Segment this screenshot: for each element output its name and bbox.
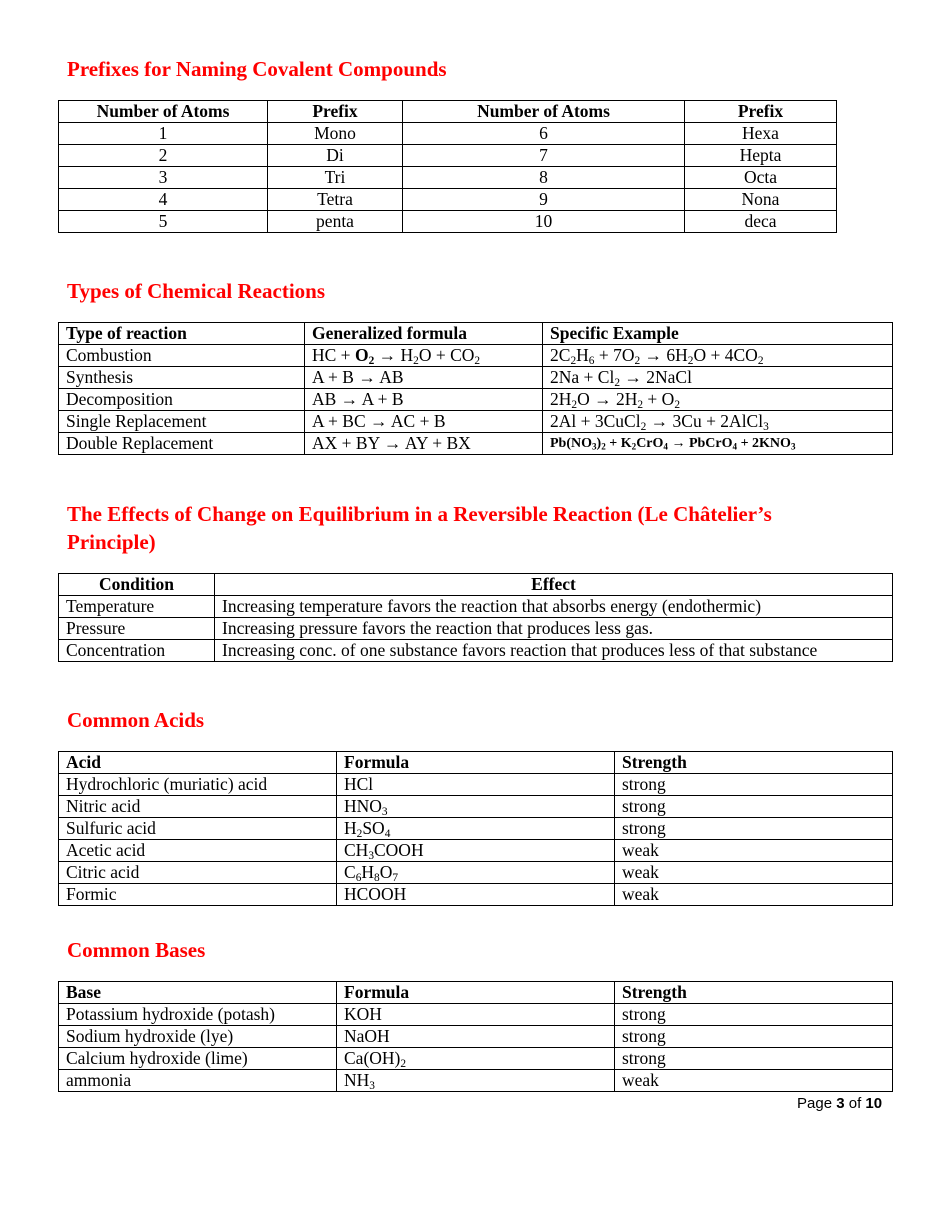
table-cell: HC + $O_2 \to H_2O + CO_2$ (305, 345, 543, 367)
column-header: Base (59, 982, 337, 1004)
table-cell: KOH (337, 1004, 615, 1026)
table-row (59, 862, 893, 884)
column-header: Condition (59, 574, 215, 596)
table-row (59, 433, 893, 455)
table-row (59, 367, 893, 389)
table-cell: strong (615, 796, 893, 818)
table-row (59, 167, 837, 189)
table-cell: Single Replacement (59, 411, 305, 433)
reactions-header-row (59, 323, 893, 345)
table-cell: Citric acid (59, 862, 337, 884)
table-cell: 1 (59, 123, 268, 145)
heading-equilibrium-line1: The Effects of Change on Equilibrium in a Reversible Reaction (Le Châtelier’s (67, 502, 772, 526)
heading-equilibrium-line2: Principle) (67, 530, 156, 554)
table-row (59, 596, 893, 618)
table-cell: Hexa (685, 123, 837, 145)
table-row (59, 640, 893, 662)
table-cell: Tetra (268, 189, 403, 211)
table-cell: $CH_3COOH$ (337, 840, 615, 862)
column-header: Strength (615, 982, 893, 1004)
table-cell: Increasing pressure favors the reaction that produces less gas. (215, 618, 893, 640)
table-cell: weak (615, 884, 893, 906)
heading-reactions: Types of Chemical Reactions (67, 279, 325, 303)
table-cell: Temperature (59, 596, 215, 618)
footer-page-number: 3 (836, 1095, 845, 1112)
table-cell: 6 (403, 123, 685, 145)
table-cell: weak (615, 1070, 893, 1092)
table-cell: $C_6H_8O_7$ (337, 862, 615, 884)
table-cell: Pressure (59, 618, 215, 640)
table-cell: AB → A + B (305, 389, 543, 411)
table-cell: $H_2SO_4$ (337, 818, 615, 840)
table-cell: Tri (268, 167, 403, 189)
table-cell: $2H_2O \to 2H_2 + O_2$ (543, 389, 893, 411)
table-cell: HCOOH (337, 884, 615, 906)
table-cell: Concentration (59, 640, 215, 662)
table-cell: strong (615, 1004, 893, 1026)
table-row (59, 796, 893, 818)
table-cell: 9 (403, 189, 685, 211)
table-cell: NaOH (337, 1026, 615, 1048)
prefixes-header-row (59, 101, 837, 123)
footer-page-word: Page (797, 1095, 833, 1112)
table-cell: Nitric acid (59, 796, 337, 818)
table-cell: Nona (685, 189, 837, 211)
equilibrium-table (58, 573, 893, 662)
table-cell: Decomposition (59, 389, 305, 411)
table-cell: deca (685, 211, 837, 233)
table-cell: $2Na + Cl_2$ → 2NaCl (543, 367, 893, 389)
table-row (59, 345, 893, 367)
table-cell: weak (615, 840, 893, 862)
table-cell: Increasing conc. of one substance favors reaction that produces less of that substance (215, 640, 893, 662)
table-row (59, 840, 893, 862)
reactions-table (58, 322, 893, 455)
table-cell: 7 (403, 145, 685, 167)
prefixes-table (58, 100, 837, 233)
table-cell: strong (615, 1048, 893, 1070)
table-cell: 10 (403, 211, 685, 233)
table-row (59, 189, 837, 211)
table-cell: Sulfuric acid (59, 818, 337, 840)
table-cell: A + B → AB (305, 367, 543, 389)
column-header: Specific Example (543, 323, 893, 345)
table-cell: Calcium hydroxide (lime) (59, 1048, 337, 1070)
column-header: Formula (337, 982, 615, 1004)
table-cell: Combustion (59, 345, 305, 367)
heading-prefixes: Prefixes for Naming Covalent Compounds (67, 57, 447, 81)
table-cell: strong (615, 818, 893, 840)
table-row (59, 145, 837, 167)
table-cell: $NH_3$ (337, 1070, 615, 1092)
table-row (59, 1026, 893, 1048)
table-cell: 5 (59, 211, 268, 233)
table-cell: Sodium hydroxide (lye) (59, 1026, 337, 1048)
table-cell: Octa (685, 167, 837, 189)
table-cell: HCl (337, 774, 615, 796)
footer-of-word: of (848, 1095, 862, 1112)
table-cell: weak (615, 862, 893, 884)
table-row (59, 818, 893, 840)
table-cell: $Ca(OH)_2$ (337, 1048, 615, 1070)
acids-table (58, 751, 893, 906)
table-cell: 3 (59, 167, 268, 189)
table-row (59, 1048, 893, 1070)
table-cell: Formic (59, 884, 337, 906)
column-header: Prefix (685, 101, 837, 123)
table-cell: A + BC → AC + B (305, 411, 543, 433)
bases-table (58, 981, 893, 1092)
table-row (59, 211, 837, 233)
table-row (59, 884, 893, 906)
table-cell: Di (268, 145, 403, 167)
column-header: Number of Atoms (403, 101, 685, 123)
footer-total-pages: 10 (865, 1095, 883, 1112)
table-cell: $2C_2H_6 + 7O_2 \to 6H_2O + 4CO_2$ (543, 345, 893, 367)
column-header: Strength (615, 752, 893, 774)
table-row (59, 389, 893, 411)
table-row (59, 1004, 893, 1026)
table-row (59, 1070, 893, 1092)
table-cell: Increasing temperature favors the reaction that absorbs energy (endothermic) (215, 596, 893, 618)
table-row (59, 411, 893, 433)
column-header: Effect (215, 574, 893, 596)
table-cell: penta (268, 211, 403, 233)
table-cell: Synthesis (59, 367, 305, 389)
table-row (59, 774, 893, 796)
table-cell: $HNO_3$ (337, 796, 615, 818)
column-header: Formula (337, 752, 615, 774)
table-cell: 2Al + 3CuCl$_2$ → 3Cu + 2AlCl$_3$ (543, 411, 893, 433)
table-cell: strong (615, 774, 893, 796)
column-header: Prefix (268, 101, 403, 123)
table-cell: Acetic acid (59, 840, 337, 862)
column-header: Type of reaction (59, 323, 305, 345)
table-cell: 4 (59, 189, 268, 211)
table-cell: ammonia (59, 1070, 337, 1092)
table-cell: 8 (403, 167, 685, 189)
heading-equilibrium (67, 500, 772, 556)
table-cell: Hepta (685, 145, 837, 167)
column-header: Number of Atoms (59, 101, 268, 123)
table-cell: Hydrochloric (muriatic) acid (59, 774, 337, 796)
table-cell: 2 (59, 145, 268, 167)
table-cell: strong (615, 1026, 893, 1048)
table-cell: Potassium hydroxide (potash) (59, 1004, 337, 1026)
equilibrium-header-row (59, 574, 893, 596)
column-header: Generalized formula (305, 323, 543, 345)
table-row (59, 618, 893, 640)
table-cell: Mono (268, 123, 403, 145)
acids-header-row (59, 752, 893, 774)
table-row (59, 123, 837, 145)
table-cell: AX + BY → AY + BX (305, 433, 543, 455)
table-cell: Double Replacement (59, 433, 305, 455)
heading-bases: Common Bases (67, 938, 206, 962)
bases-header-row (59, 982, 893, 1004)
heading-acids: Common Acids (67, 708, 205, 732)
column-header: Acid (59, 752, 337, 774)
page-footer (797, 1095, 882, 1112)
table-cell: $Pb(NO_3)_2 + K_2CrO_4$ → PbCrO$_4$ + $2KNO_3$ (543, 433, 893, 455)
